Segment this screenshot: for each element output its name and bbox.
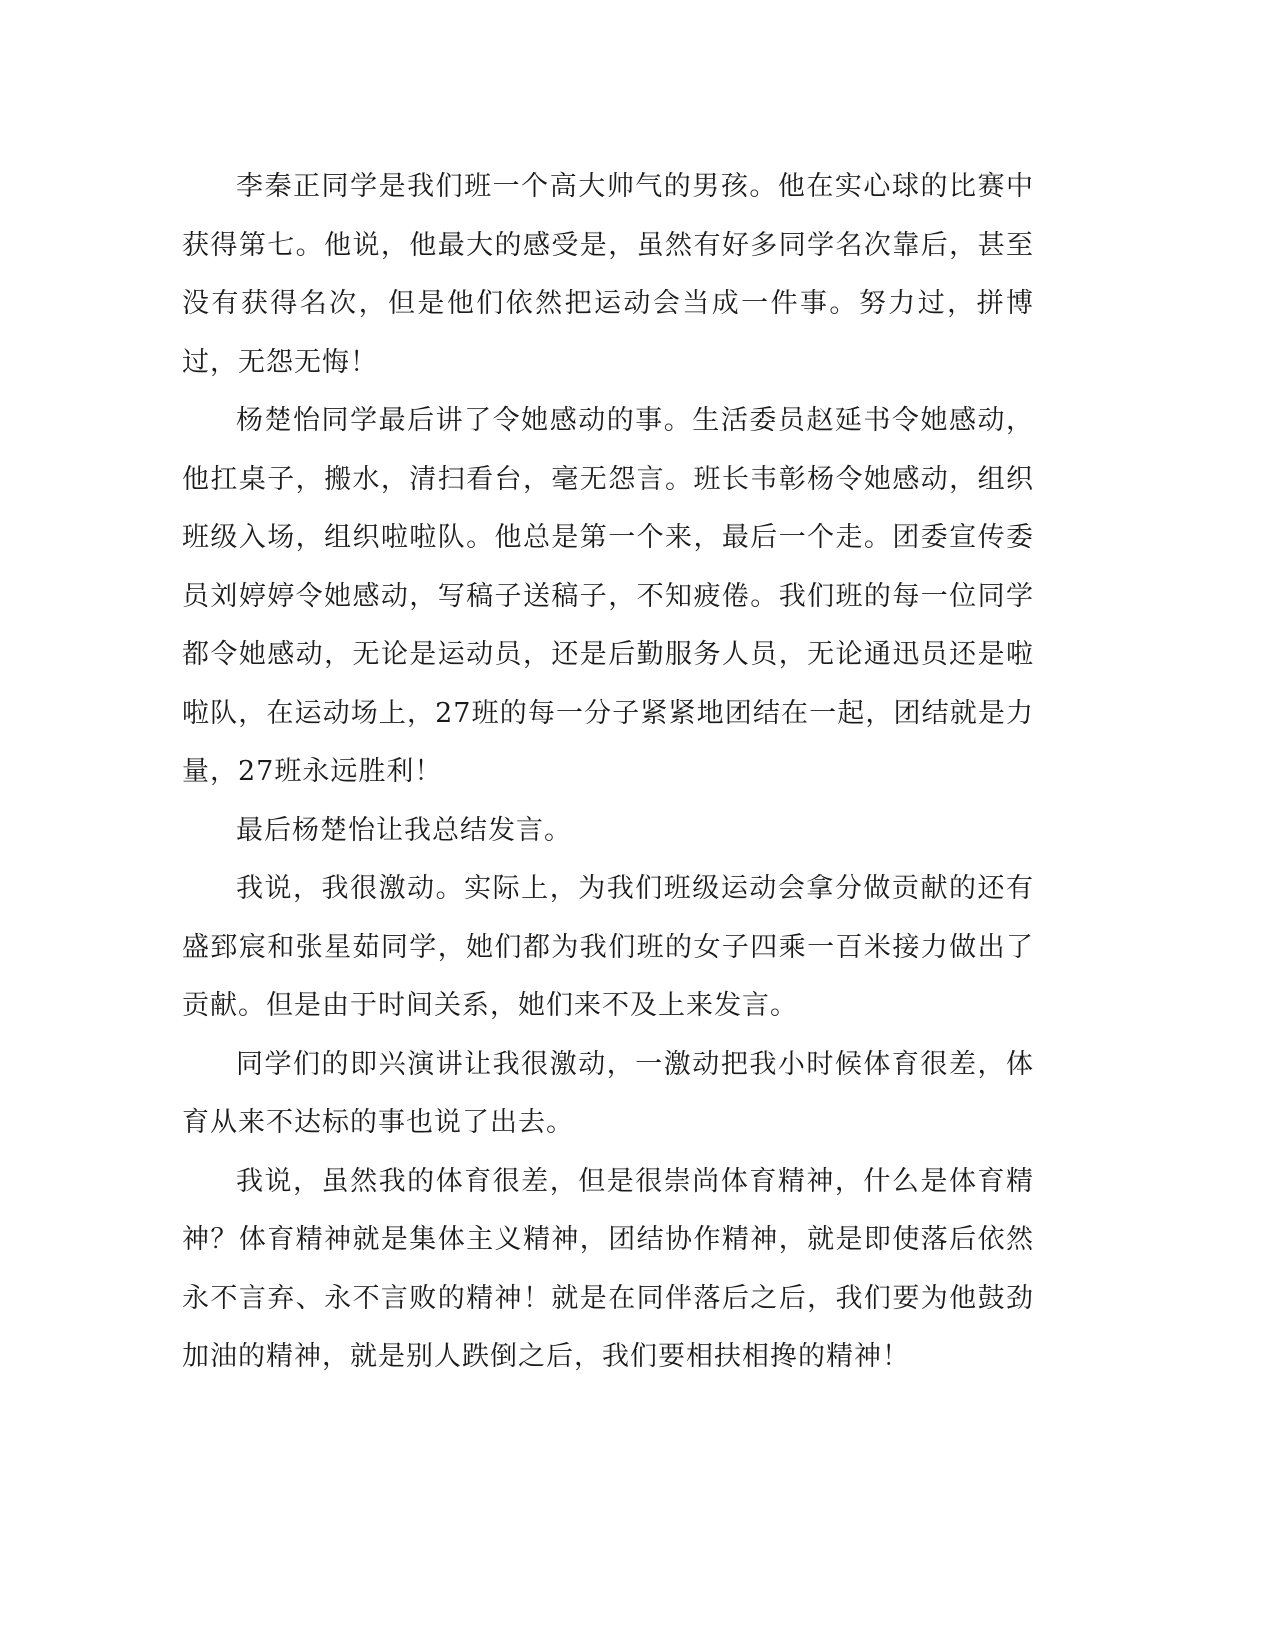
paragraph-1: 李秦正同学是我们班一个高大帅气的男孩。他在实心球的比赛中获得第七。他说，他最大的感受是，虽然有好多同学名次靠后，甚至没有获得名次，但是他们依然把运动会当成一件事。努力过，拼博过，无怨无悔！ (182, 171, 1034, 378)
document-body (182, 158, 1034, 1387)
paragraph-6: 我说，虽然我的体育很差，但是很崇尚体育精神，什么是体育精神？体育精神就是集体主义精神，团结协作精神，就是即使落后依然永不言弃、永不言败的精神！就是在同伴落后之后，我们要为他鼓劲加油的精神，就是别人跌倒之后，我们要相扶相搀的精神！ (182, 1165, 1034, 1372)
paragraph-2: 杨楚怡同学最后讲了令她感动的事。生活委员赵延书令她感动，他扛桌子，搬水，清扫看台，毫无怨言。班长韦彰杨令她感动，组织班级入场，组织啦啦队。他总是第一个来，最后一个走。团委宣传委员刘婷婷令她感动，写稿子送稿子，不知疲倦。我们班的每一位同学都令她感动，无论是运动员，还是后勤服务人员，无论通迅员还是啦啦队，在运动场上，27班的每一分子紧紧地团结在一起，团结就是力量，27班永远胜利！ (182, 405, 1034, 787)
paragraph-3: 最后杨楚怡让我总结发言。 (236, 814, 572, 846)
paragraph-4: 我说，我很激动。实际上，为我们班级运动会拿分做贡献的还有盛郅宸和张星茹同学，她们都为我们班的女子四乘一百米接力做出了贡献。但是由于时间关系，她们来不及上来发言。 (182, 873, 1034, 1021)
paragraph-5: 同学们的即兴演讲让我很激动，一激动把我小时候体育很差，体育从来不达标的事也说了出去。 (182, 1048, 1034, 1138)
